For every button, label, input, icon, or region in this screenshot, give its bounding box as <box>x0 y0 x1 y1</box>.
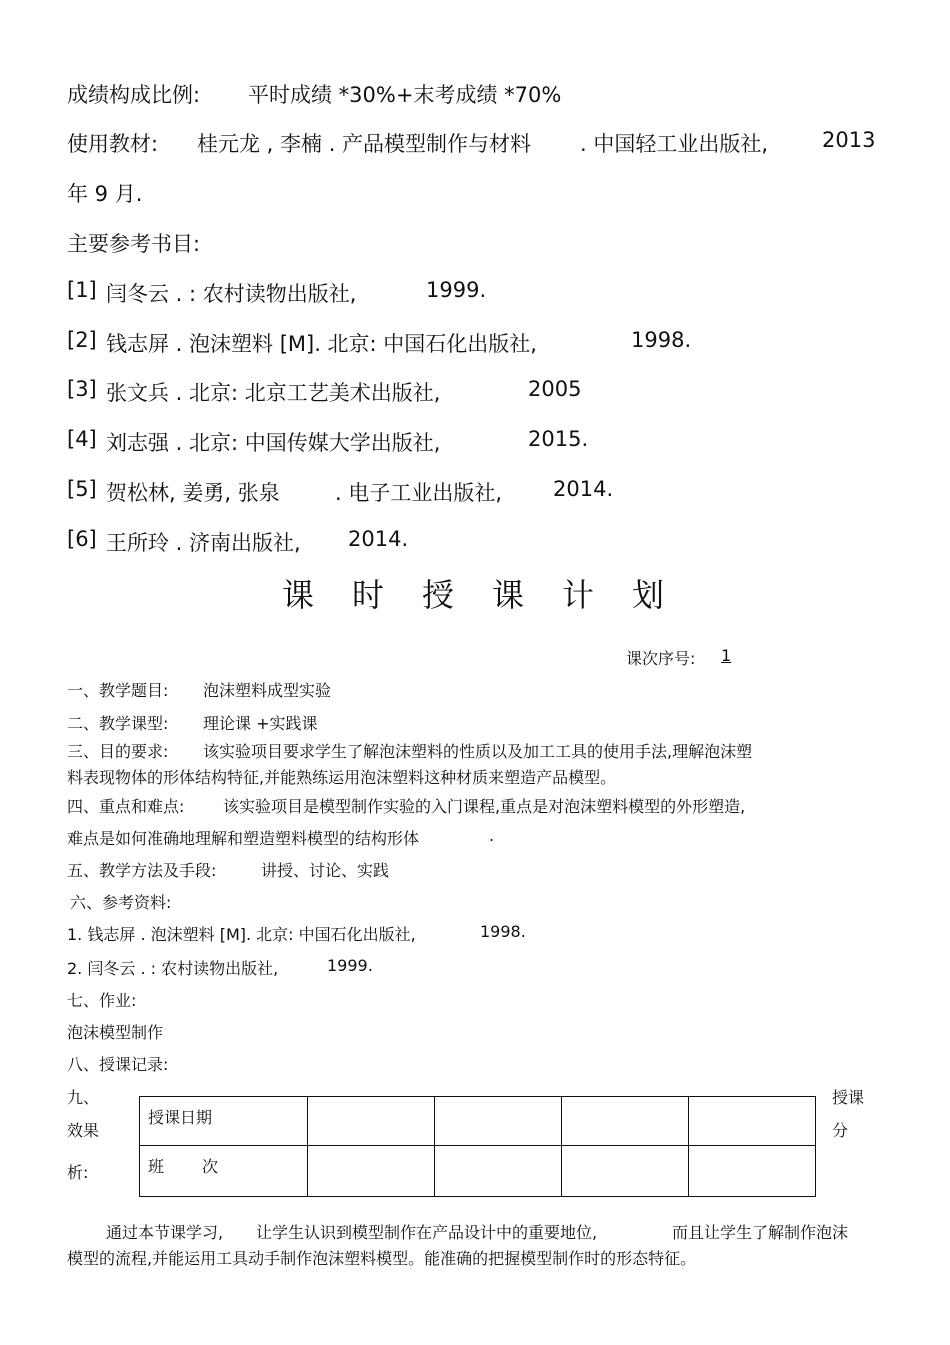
goal-line2: 料表现物体的形体结构特征,并能熟练运用泡沫塑料这种材质来塑造产品模型。 <box>67 768 617 787</box>
plan-title-char: 划 <box>632 576 665 614</box>
material-item-year: 1998. <box>480 922 526 941</box>
record-class-label-cell <box>140 1146 308 1197</box>
reference-text: 钱志屏 . 泡沫塑料 [M]. 北京: 中国石化出版社, <box>106 332 537 356</box>
record-class-label-a: 班 <box>148 1157 165 1176</box>
textbook-continuation: 年 9 月. <box>67 182 143 206</box>
reference-year: 2014. <box>553 477 614 501</box>
record-date-label-cell <box>140 1097 308 1146</box>
type-label: 二、教学课型: <box>67 714 169 733</box>
lesson-number-label: 课次序号: <box>626 649 696 668</box>
record-cell <box>689 1146 816 1197</box>
plan-title-char: 授 <box>422 576 455 614</box>
reference-num: [4] <box>67 427 97 451</box>
record-cell <box>562 1097 689 1146</box>
record-cell <box>435 1146 562 1197</box>
reference-year: 1998. <box>631 328 692 352</box>
reference-publisher: . 电子工业出版社, <box>335 481 503 505</box>
lesson-number-value: 1 <box>721 646 732 665</box>
summary-line1c: 而且让学生了解制作泡沫 <box>672 1223 849 1242</box>
plan-title-char: 时 <box>352 576 385 614</box>
reference-year: 2015. <box>528 427 589 451</box>
summary-line2: 模型的流程,并能运用工具动手制作泡沫塑料模型。能准确的把握模型制作时的形态特征。 <box>67 1249 697 1268</box>
grading-value: 平时成绩 *30%+末考成绩 *70% <box>248 83 562 107</box>
summary-line1b: 让学生认识到模型制作在产品设计中的重要地位, <box>256 1223 598 1242</box>
reference-num: [5] <box>67 477 97 501</box>
record-cell <box>308 1146 435 1197</box>
analysis-right-line: 分 <box>832 1121 849 1140</box>
reference-text: 王所玲 . 济南出版社, <box>106 531 301 555</box>
homework-value: 泡沫模型制作 <box>67 1023 164 1042</box>
reference-year: 1999. <box>426 278 487 302</box>
plan-title-char: 课 <box>492 576 525 614</box>
topic-label: 一、教学题目: <box>67 681 169 700</box>
reference-text: 闫冬云 . : 农村读物出版社, <box>106 282 357 306</box>
record-cell <box>562 1146 689 1197</box>
homework-label: 七、作业: <box>67 991 137 1010</box>
textbook-year: 2013 <box>822 128 876 152</box>
record-cell <box>689 1097 816 1146</box>
record-cell <box>435 1097 562 1146</box>
record-table <box>139 1096 816 1197</box>
material-item: 1. 钱志屏 . 泡沫塑料 [M]. 北京: 中国石化出版社, <box>67 925 416 944</box>
materials-label: 六、参考资料: <box>70 893 172 912</box>
analysis-left-line: 效果 <box>67 1121 100 1140</box>
methods-value: 讲授、讨论、实践 <box>261 861 390 880</box>
key-points-line1: 该实验项目是模型制作实验的入门课程,重点是对泡沫塑料模型的外形塑造, <box>223 797 746 816</box>
record-date-label: 授课日期 <box>148 1108 213 1127</box>
reference-year: 2005 <box>528 377 582 401</box>
record-cell <box>308 1097 435 1146</box>
material-item-year: 1999. <box>327 956 373 975</box>
textbook-value: 桂元龙 , 李楠 . 产品模型制作与材料 <box>197 132 532 156</box>
reference-year: 2014. <box>348 527 409 551</box>
textbook-publisher: . 中国轻工业出版社, <box>580 132 769 156</box>
key-points-line2-end: . <box>489 826 495 845</box>
topic-value: 泡沫塑料成型实验 <box>203 681 332 700</box>
goal-label: 三、目的要求: <box>67 742 169 761</box>
analysis-left-line: 析: <box>67 1163 89 1182</box>
goal-line1: 该实验项目要求学生了解泡沫塑料的性质以及加工工具的使用手法,理解泡沫塑 <box>203 742 753 761</box>
reference-text: 刘志强 . 北京: 中国传媒大学出版社, <box>106 431 441 455</box>
reference-text: 贺松林, 姜勇, 张泉 <box>106 481 280 505</box>
reference-num: [2] <box>67 328 97 352</box>
key-points-line2: 难点是如何准确地理解和塑造塑料模型的结构形体 <box>67 829 420 848</box>
analysis-left-line: 九、 <box>67 1088 100 1107</box>
textbook-label: 使用教材: <box>67 132 159 156</box>
reference-text: 张文兵 . 北京: 北京工艺美术出版社, <box>106 381 441 405</box>
reference-num: [6] <box>67 527 97 551</box>
reference-num: [3] <box>67 377 97 401</box>
analysis-right-line: 授课 <box>832 1088 865 1107</box>
grading-label: 成绩构成比例: <box>67 83 201 107</box>
plan-title-char: 课 <box>282 576 315 614</box>
plan-title-char: 计 <box>562 576 595 614</box>
summary-line1a: 通过本节课学习, <box>106 1223 224 1242</box>
key-points-label: 四、重点和难点: <box>67 797 185 816</box>
methods-label: 五、教学方法及手段: <box>67 861 217 880</box>
record-class-label-b: 次 <box>202 1157 219 1176</box>
material-item: 2. 闫冬云 . : 农村读物出版社, <box>67 959 279 978</box>
reference-num: [1] <box>67 278 97 302</box>
references-heading: 主要参考书目: <box>67 232 201 256</box>
record-label: 八、授课记录: <box>67 1055 169 1074</box>
type-value: 理论课 +实践课 <box>203 714 318 733</box>
